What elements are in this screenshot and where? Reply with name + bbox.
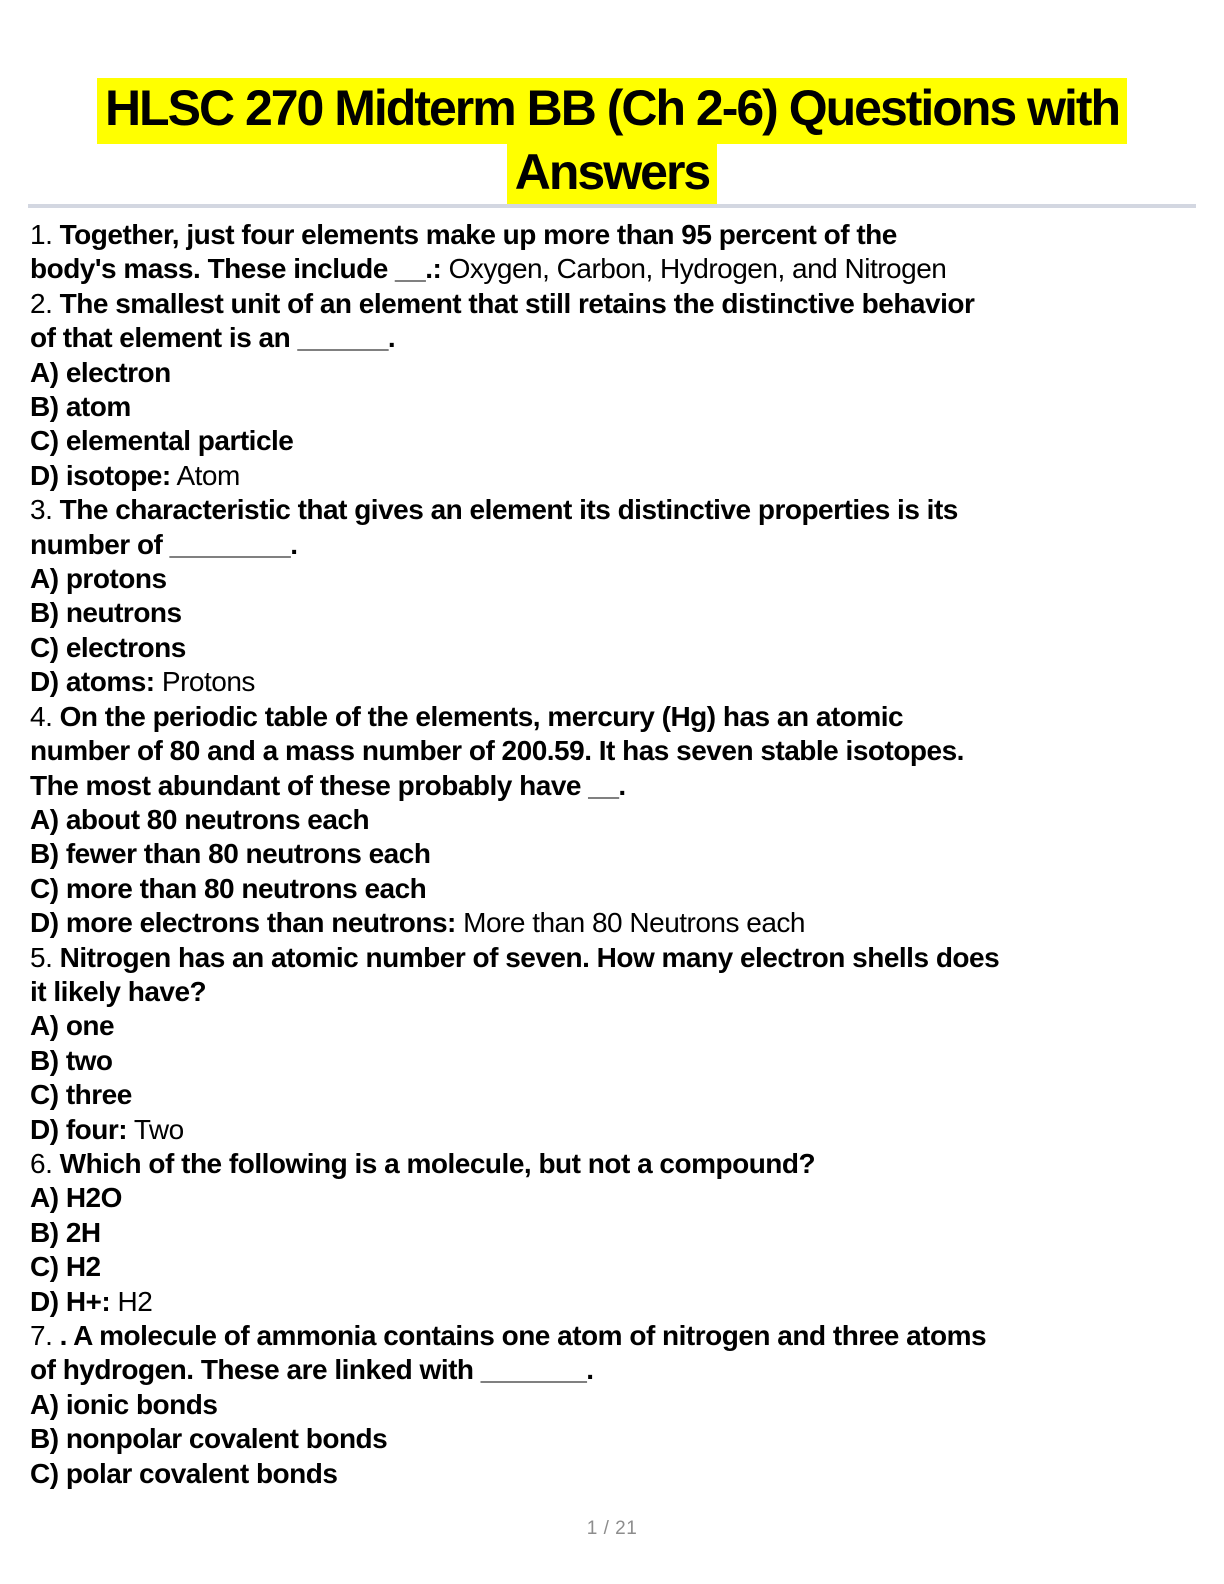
question-text: of that element is an ______.: [30, 322, 396, 354]
option-text: A) protons: [30, 563, 167, 595]
option-text: D) atoms:: [30, 666, 155, 698]
question-text: Which of the following is a molecule, but not a compound?: [59, 1147, 816, 1179]
text-line: [30, 218, 1194, 252]
option-text: B) atom: [30, 391, 131, 423]
text-line: [30, 1009, 1194, 1043]
question-text: Nitrogen has an atomic number of seven. How many electron shells does: [59, 941, 1000, 973]
answer-text: H2: [110, 1285, 153, 1317]
answer-text: More than 80 Neutrons each: [455, 907, 806, 939]
answer-text: Oxygen, Carbon, Hydrogen, and Nitrogen: [441, 253, 947, 285]
question-text: number of ________.: [30, 528, 298, 560]
question-text: The most abundant of these probably have __.: [30, 769, 626, 801]
answer-text: Protons: [154, 666, 255, 698]
text-line: [30, 1422, 1194, 1456]
question-number: 7.: [30, 1320, 60, 1351]
option-text: B) two: [30, 1044, 113, 1076]
text-line: [30, 906, 1194, 940]
answer-text: Atom: [170, 459, 240, 491]
text-line: [30, 459, 1194, 493]
question-text: of hydrogen. These are linked with _______.: [30, 1354, 594, 1386]
text-line: [30, 941, 1194, 975]
text-line: [30, 321, 1194, 355]
text-line: [30, 1353, 1194, 1387]
text-line: [30, 390, 1194, 424]
text-line: [30, 1147, 1194, 1181]
question-number: 1.: [30, 219, 60, 250]
title-divider: [28, 204, 1196, 208]
text-line: [30, 1044, 1194, 1078]
text-line: [30, 596, 1194, 630]
document-text: [0, 208, 1224, 1491]
text-line: [30, 700, 1194, 734]
option-text: A) H2O: [30, 1182, 122, 1214]
option-text: B) 2H: [30, 1216, 101, 1248]
text-line: [30, 837, 1194, 871]
text-line: [30, 562, 1194, 596]
question-number: 3.: [30, 494, 60, 526]
text-line: [30, 1113, 1194, 1147]
text-line: [30, 734, 1194, 768]
option-text: D) H+:: [30, 1285, 111, 1317]
title-line-2: Answers: [507, 142, 717, 208]
text-line: [30, 803, 1194, 837]
question-number: 4.: [30, 700, 60, 732]
text-line: [30, 1216, 1194, 1250]
text-line: [30, 252, 1194, 286]
text-line: [30, 424, 1194, 458]
question-text: it likely have?: [30, 975, 207, 1007]
question-number: 6.: [30, 1147, 60, 1179]
text-line: [30, 769, 1194, 803]
question-number: 2.: [30, 287, 60, 319]
option-text: C) three: [30, 1079, 132, 1111]
option-text: C) more than 80 neutrons each: [30, 872, 427, 904]
option-text: A) electron: [30, 356, 171, 388]
question-text: body's mass. These include __.:: [30, 253, 442, 285]
option-text: A) one: [30, 1010, 115, 1042]
question-text: On the periodic table of the elements, mercury (Hg) has an atomic: [59, 700, 904, 732]
text-line: [30, 1319, 1194, 1353]
title-line-1: HLSC 270 Midterm BB (Ch 2-6) Questions with: [97, 78, 1127, 144]
option-text: C) H2: [30, 1251, 101, 1283]
question-number: 5.: [30, 941, 60, 973]
option-text: D) isotope:: [30, 459, 171, 491]
option-text: C) elemental particle: [30, 425, 294, 457]
text-line: [30, 631, 1194, 665]
text-line: [30, 1285, 1194, 1319]
option-text: C) polar covalent bonds: [30, 1457, 338, 1489]
text-line: [30, 1388, 1194, 1422]
option-text: C) electrons: [30, 631, 186, 663]
question-text: . A molecule of ammonia contains one atom of nitrogen and three atoms: [59, 1320, 987, 1351]
page-footer: [0, 1518, 1224, 1540]
option-text: D) more electrons than neutrons:: [30, 907, 456, 939]
option-text: A) about 80 neutrons each: [30, 803, 370, 835]
option-text: A) ionic bonds: [30, 1388, 218, 1420]
answer-text: Two: [127, 1113, 184, 1145]
document-title: [0, 76, 1224, 204]
page-number-indicator: 1 / 21: [586, 1518, 638, 1539]
text-line: [30, 665, 1194, 699]
option-text: D) four:: [30, 1113, 128, 1145]
text-line: [30, 1181, 1194, 1215]
text-line: [30, 493, 1194, 527]
option-text: B) fewer than 80 neutrons each: [30, 838, 431, 870]
question-text: The characteristic that gives an element its distinctive properties is its: [59, 494, 958, 526]
text-line: [30, 1078, 1194, 1112]
document-header: [0, 0, 1224, 208]
text-line: [30, 975, 1194, 1009]
question-text: Together, just four elements make up more than 95 percent of the: [59, 219, 897, 250]
text-line: [30, 287, 1194, 321]
text-line: [30, 528, 1194, 562]
option-text: B) nonpolar covalent bonds: [30, 1423, 388, 1455]
text-line: [30, 356, 1194, 390]
text-line: [30, 1250, 1194, 1284]
text-line: [30, 872, 1194, 906]
question-text: The smallest unit of an element that still retains the distinctive behavior: [59, 287, 975, 319]
question-text: number of 80 and a mass number of 200.59. It has seven stable isotopes.: [30, 735, 964, 767]
option-text: B) neutrons: [30, 597, 182, 629]
text-line: [30, 1457, 1194, 1491]
